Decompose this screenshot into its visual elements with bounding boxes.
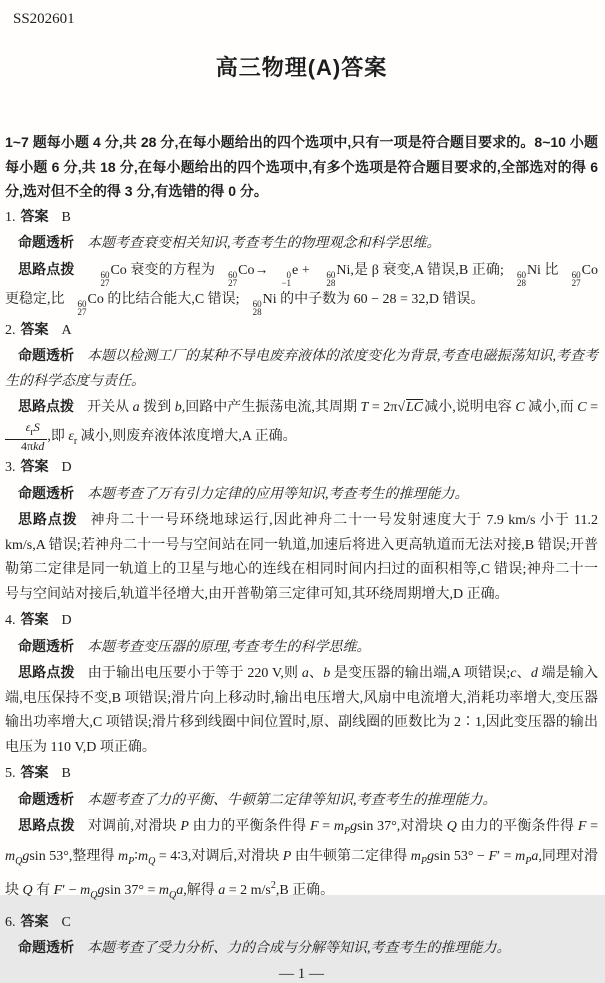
analysis-label: 命题透析 xyxy=(18,939,74,955)
answer-label: 答案 xyxy=(20,611,49,627)
answer-line xyxy=(5,909,598,936)
hint-paragraph xyxy=(5,394,598,454)
answer-label: 答案 xyxy=(20,458,49,474)
nuclide-notation: 60 28 Ni xyxy=(326,262,351,288)
analysis-paragraph xyxy=(5,343,598,394)
analysis-label: 命题透析 xyxy=(18,790,74,807)
answer-line xyxy=(5,454,598,481)
hint-label: 思路点拨 xyxy=(18,398,75,414)
answer-label: 答案 xyxy=(20,912,49,929)
hint-content: 60 27 Co 衰变的方程为 60 27 Co→ 0 −1 e + 60 28 Ni,是 β 衰变,A 错误,B 正确; 60 28 Ni 比 60 27 Co 更稳定,比 60 27 Co 的比结合能大,C 错误; 60 28 Ni 的中子数为 60 − 28 = 32,D 错误。 xyxy=(5,262,599,317)
analysis-label: 命题透析 xyxy=(18,234,74,250)
answer-line xyxy=(5,317,598,344)
question-number: 1. xyxy=(5,209,16,225)
square-root: √LC xyxy=(397,400,424,415)
analysis-text: 本题考查衰变相关知识,考查考生的物理观念和科学思维。 xyxy=(87,236,441,251)
hint-label: 思路点拨 xyxy=(18,817,75,833)
nuclide-notation: 60 27 Co xyxy=(571,262,599,288)
analysis-label: 命题透析 xyxy=(18,637,74,654)
question-block xyxy=(5,317,598,455)
hint-content: 开关从 a 拨到 b,回路中产生振荡电流,其周期 T = 2π√LC减小,说明电容 C 减小,而 C = $\frac{\varepsilon_rS}{\text{4πkd}}$ ,即 $\varepsilon_r$ 减小,则废弃液体浓度增大,A 正确。 xyxy=(5,400,598,444)
answer-label: 答案 xyxy=(20,320,49,337)
hint-paragraph xyxy=(5,660,598,760)
question-number: 6. xyxy=(5,914,16,930)
analysis-paragraph xyxy=(5,935,598,962)
answer-label: 答案 xyxy=(20,207,49,224)
hint-content: 神舟二十一号环绕地球运行,因此神舟二十一号发射速度大于 7.9 km/s 小于 11.2 km/s,A 错误;若神舟二十一号与空间站在同一轨道,加速后将进入更高轨道而无法对接,B 错误;开普勒第二定律是同一轨道上的卫星与地心的连线在相同时间内扫过的面积相等,C 错误;神舟二十一号与空间站对接后,轨道半径增大,由开普勒第三定律可知,其环绕周期增大,D 正确。 xyxy=(5,513,598,602)
answer-letter: A xyxy=(61,322,72,338)
answer-letter: C xyxy=(61,914,71,930)
analysis-text: 本题考查了受力分析、力的合成与分解等知识,考查考生的推理能力。 xyxy=(87,941,511,956)
nuclide-notation: 0 −1 e xyxy=(281,262,299,288)
analysis-text: 本题考查了力的平衡、牛顿第二定律等知识,考查考生的推理能力。 xyxy=(87,792,497,808)
hint-label: 思路点拨 xyxy=(18,260,75,277)
questions-list xyxy=(5,204,598,962)
fraction: $\frac{\varepsilon_rS}{\text{4πkd}}$ xyxy=(5,421,47,453)
analysis-text: 本题考查变压器的原理,考查考生的科学思维。 xyxy=(87,639,371,655)
analysis-paragraph xyxy=(5,481,598,508)
answer-label: 答案 xyxy=(20,764,49,780)
nuclide-notation: 60 28 Ni xyxy=(252,291,277,317)
hint-label: 思路点拨 xyxy=(18,664,75,680)
analysis-paragraph xyxy=(5,787,598,814)
question-block xyxy=(5,760,598,909)
analysis-text: 本题以检测工厂的某种不导电废弃液体的浓度变化为背景,考查电磁振荡知识,考查考生的科学态度与责任。 xyxy=(5,349,598,389)
analysis-paragraph xyxy=(5,230,598,257)
intro-paragraph: 1~7 题每小题 4 分,共 28 分,在每小题给出的四个选项中,只有一项是符合题目要求的。8~10 小题每小题 6 分,共 18 分,在每小题给出的四个选项中,有多个选项是符合题目要求的,全部选对的得 6 分,选对但不全的得 3 分,有选错的得 0 分。 xyxy=(5,134,598,199)
nuclide-notation: 60 27 Co xyxy=(100,262,127,288)
answer-letter: B xyxy=(61,209,71,225)
answer-line xyxy=(5,204,598,231)
analysis-label: 命题透析 xyxy=(18,484,74,501)
question-block xyxy=(5,607,598,760)
question-block xyxy=(5,204,598,317)
hint-paragraph xyxy=(5,507,598,607)
question-number: 4. xyxy=(5,613,16,628)
hint-paragraph xyxy=(5,813,598,909)
answer-line xyxy=(5,760,598,787)
page-number: — 1 — xyxy=(279,965,324,982)
page-title: 高三物理(A)答案 xyxy=(215,55,388,80)
question-block xyxy=(5,909,598,962)
answer-letter: D xyxy=(61,460,72,475)
hint-paragraph xyxy=(5,257,598,317)
analysis-label: 命题透析 xyxy=(18,347,74,363)
nuclide-notation: 60 27 Co xyxy=(77,291,104,317)
answer-line xyxy=(5,607,598,634)
question-number: 2. xyxy=(5,322,16,338)
question-number: 5. xyxy=(5,766,16,781)
hint-label: 思路点拨 xyxy=(18,511,78,527)
analysis-text: 本题考查了万有引力定律的应用等知识,考查考生的推理能力。 xyxy=(87,486,469,502)
analysis-paragraph xyxy=(5,634,598,661)
nuclide-notation: 60 28 Ni xyxy=(516,262,541,288)
answer-letter: D xyxy=(61,613,72,628)
question-block xyxy=(5,454,598,607)
answer-letter: B xyxy=(61,766,71,781)
doc-code: SS202601 xyxy=(13,11,75,27)
nuclide-notation: 60 27 Co xyxy=(228,262,255,288)
hint-content: 由于输出电压要小于等于 220 V,则 a、b 是变压器的输出端,A 项错误;c、d 端是输入端,电压保持不变,B 项错误;滑片向上移动时,输出电压增大,风扇中电流增大,消耗功率增大,变压器输出功率增大,C 项错误;滑片移到线圈中间位置时,原、副线圈的匝数比为 2∶1,因此变压器的输出电压为 110 V,D 项正确。 xyxy=(5,666,599,755)
question-number: 3. xyxy=(5,460,16,475)
hint-content: 对调前,对滑块 P 由力的平衡条件得 $F = m_Pgsin$ 37°,对滑块 Q 由力的平衡条件得 $F = m_Qgsin$ 53°,整理得 $m_P∶m_Q$ = 4∶3,对调后,对滑块 P 由牛顿第二定律得 $m_Pgsin$ $53^\circ - F' = m_Pa$,同理对滑块 Q 有 $F' - m_Qgsin$ $37^\circ = m_Qa$,解得 a = 2 $m/s^2,B$ 正确。 xyxy=(5,819,599,901)
